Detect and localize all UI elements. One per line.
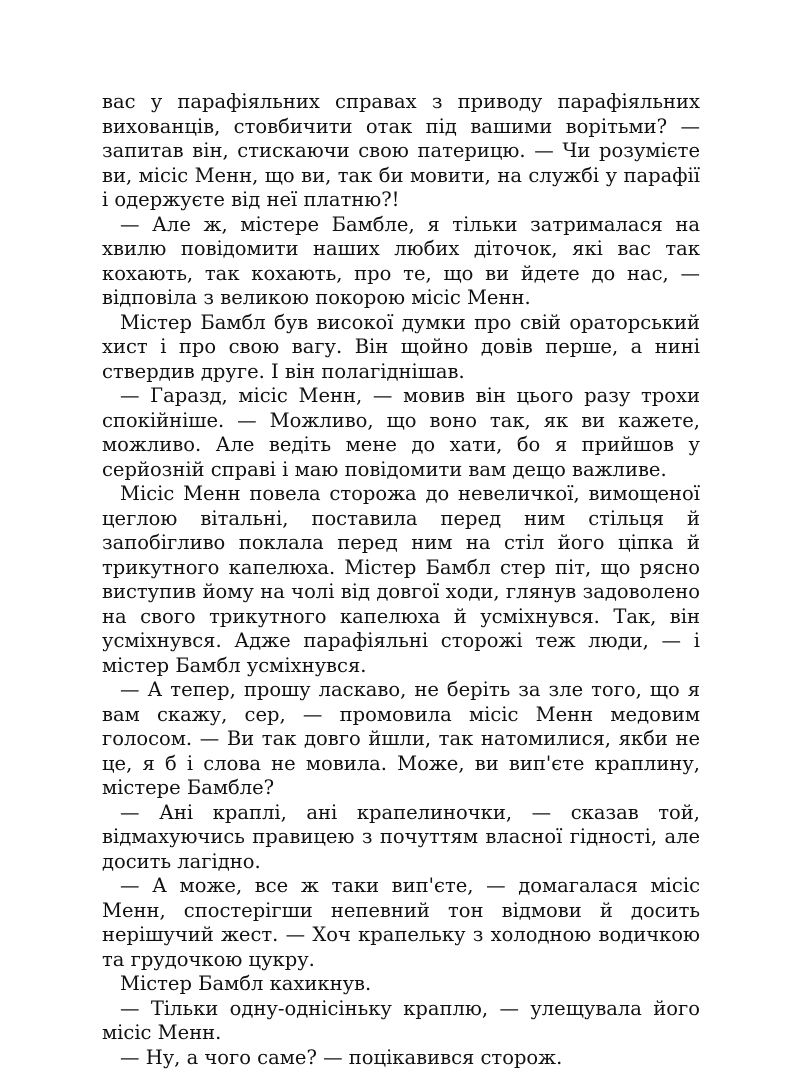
- paragraph-9: Містер Бамбл кахикнув.: [102, 972, 700, 997]
- paragraph-10: — Тільки одну-однісіньку краплю, — улещувала його місіс Менн.: [102, 997, 700, 1046]
- paragraph-5: Місіс Менн повела сторожа до невеличкої, вимощеної цеглою вітальні, поставила перед ним стільця й запобігливо поклала перед ним на стіл його ціпка й трикутного капелюха. Містер Бамбл стер піт, що рясно виступив йому на чолі від довгої ходи, глянув задоволено на свого трикутного капелюха й усміхнувся. Так, він усміхнувся. Адже парафіяльні сторожі теж люди, — і містер Бамбл усміхнувся.: [102, 482, 700, 678]
- paragraph-6: — А тепер, прошу ласкаво, не беріть за зле того, що я вам скажу, сер, — промовила місіс Менн медовим голосом. — Ви так довго йшли, так натомилися, якби не це, я б і слова не мовила. Може, ви вип'єте краплину, містере Бамбле?: [102, 678, 700, 801]
- paragraph-7: — Ані краплі, ані крапелиночки, — сказав той, відмахуючись правицею з почуттям власної гідності, але досить лагідно.: [102, 801, 700, 875]
- paragraph-2: — Але ж, містере Бамбле, я тільки затрималася на хвилю повідомити наших любих діточок, які вас так кохають, так кохають, про те, що ви йдете до нас, — відповіла з великою покорою місіс Менн.: [102, 213, 700, 311]
- book-page: [102, 90, 700, 1070]
- paragraph-8: — А може, все ж таки вип'єте, — домагалася місіс Менн, спостерігши непевний тон відмови й досить нерішучий жест. — Хоч крапельку з холодною водичкою та грудочкою цукру.: [102, 874, 700, 972]
- paragraph-4: — Гаразд, місіс Менн, — мовив він цього разу трохи спокійніше. — Можливо, що воно так, як ви кажете, можливо. Але ведіть мене до хати, бо я прийшов у серйозній справі і маю повідомити вам дещо важливе.: [102, 384, 700, 482]
- paragraph-3: Містер Бамбл був високої думки про свій ораторський хист і про свою вагу. Він щойно довів перше, а нині ствердив друге. І він полагіднішав.: [102, 311, 700, 385]
- paragraph-11: — Ну, а чого саме? — поцікавився сторож.: [102, 1046, 700, 1070]
- paragraph-1: вас у парафіяльних справах з приводу парафіяльних вихованців, стовбичити отак під вашими ворітьми? — запитав він, стискаючи свою патерицю. — Чи розумієте ви, місіс Менн, що ви, так би мовити, на службі у парафії і одержуєте від неї платню?!: [102, 90, 700, 213]
